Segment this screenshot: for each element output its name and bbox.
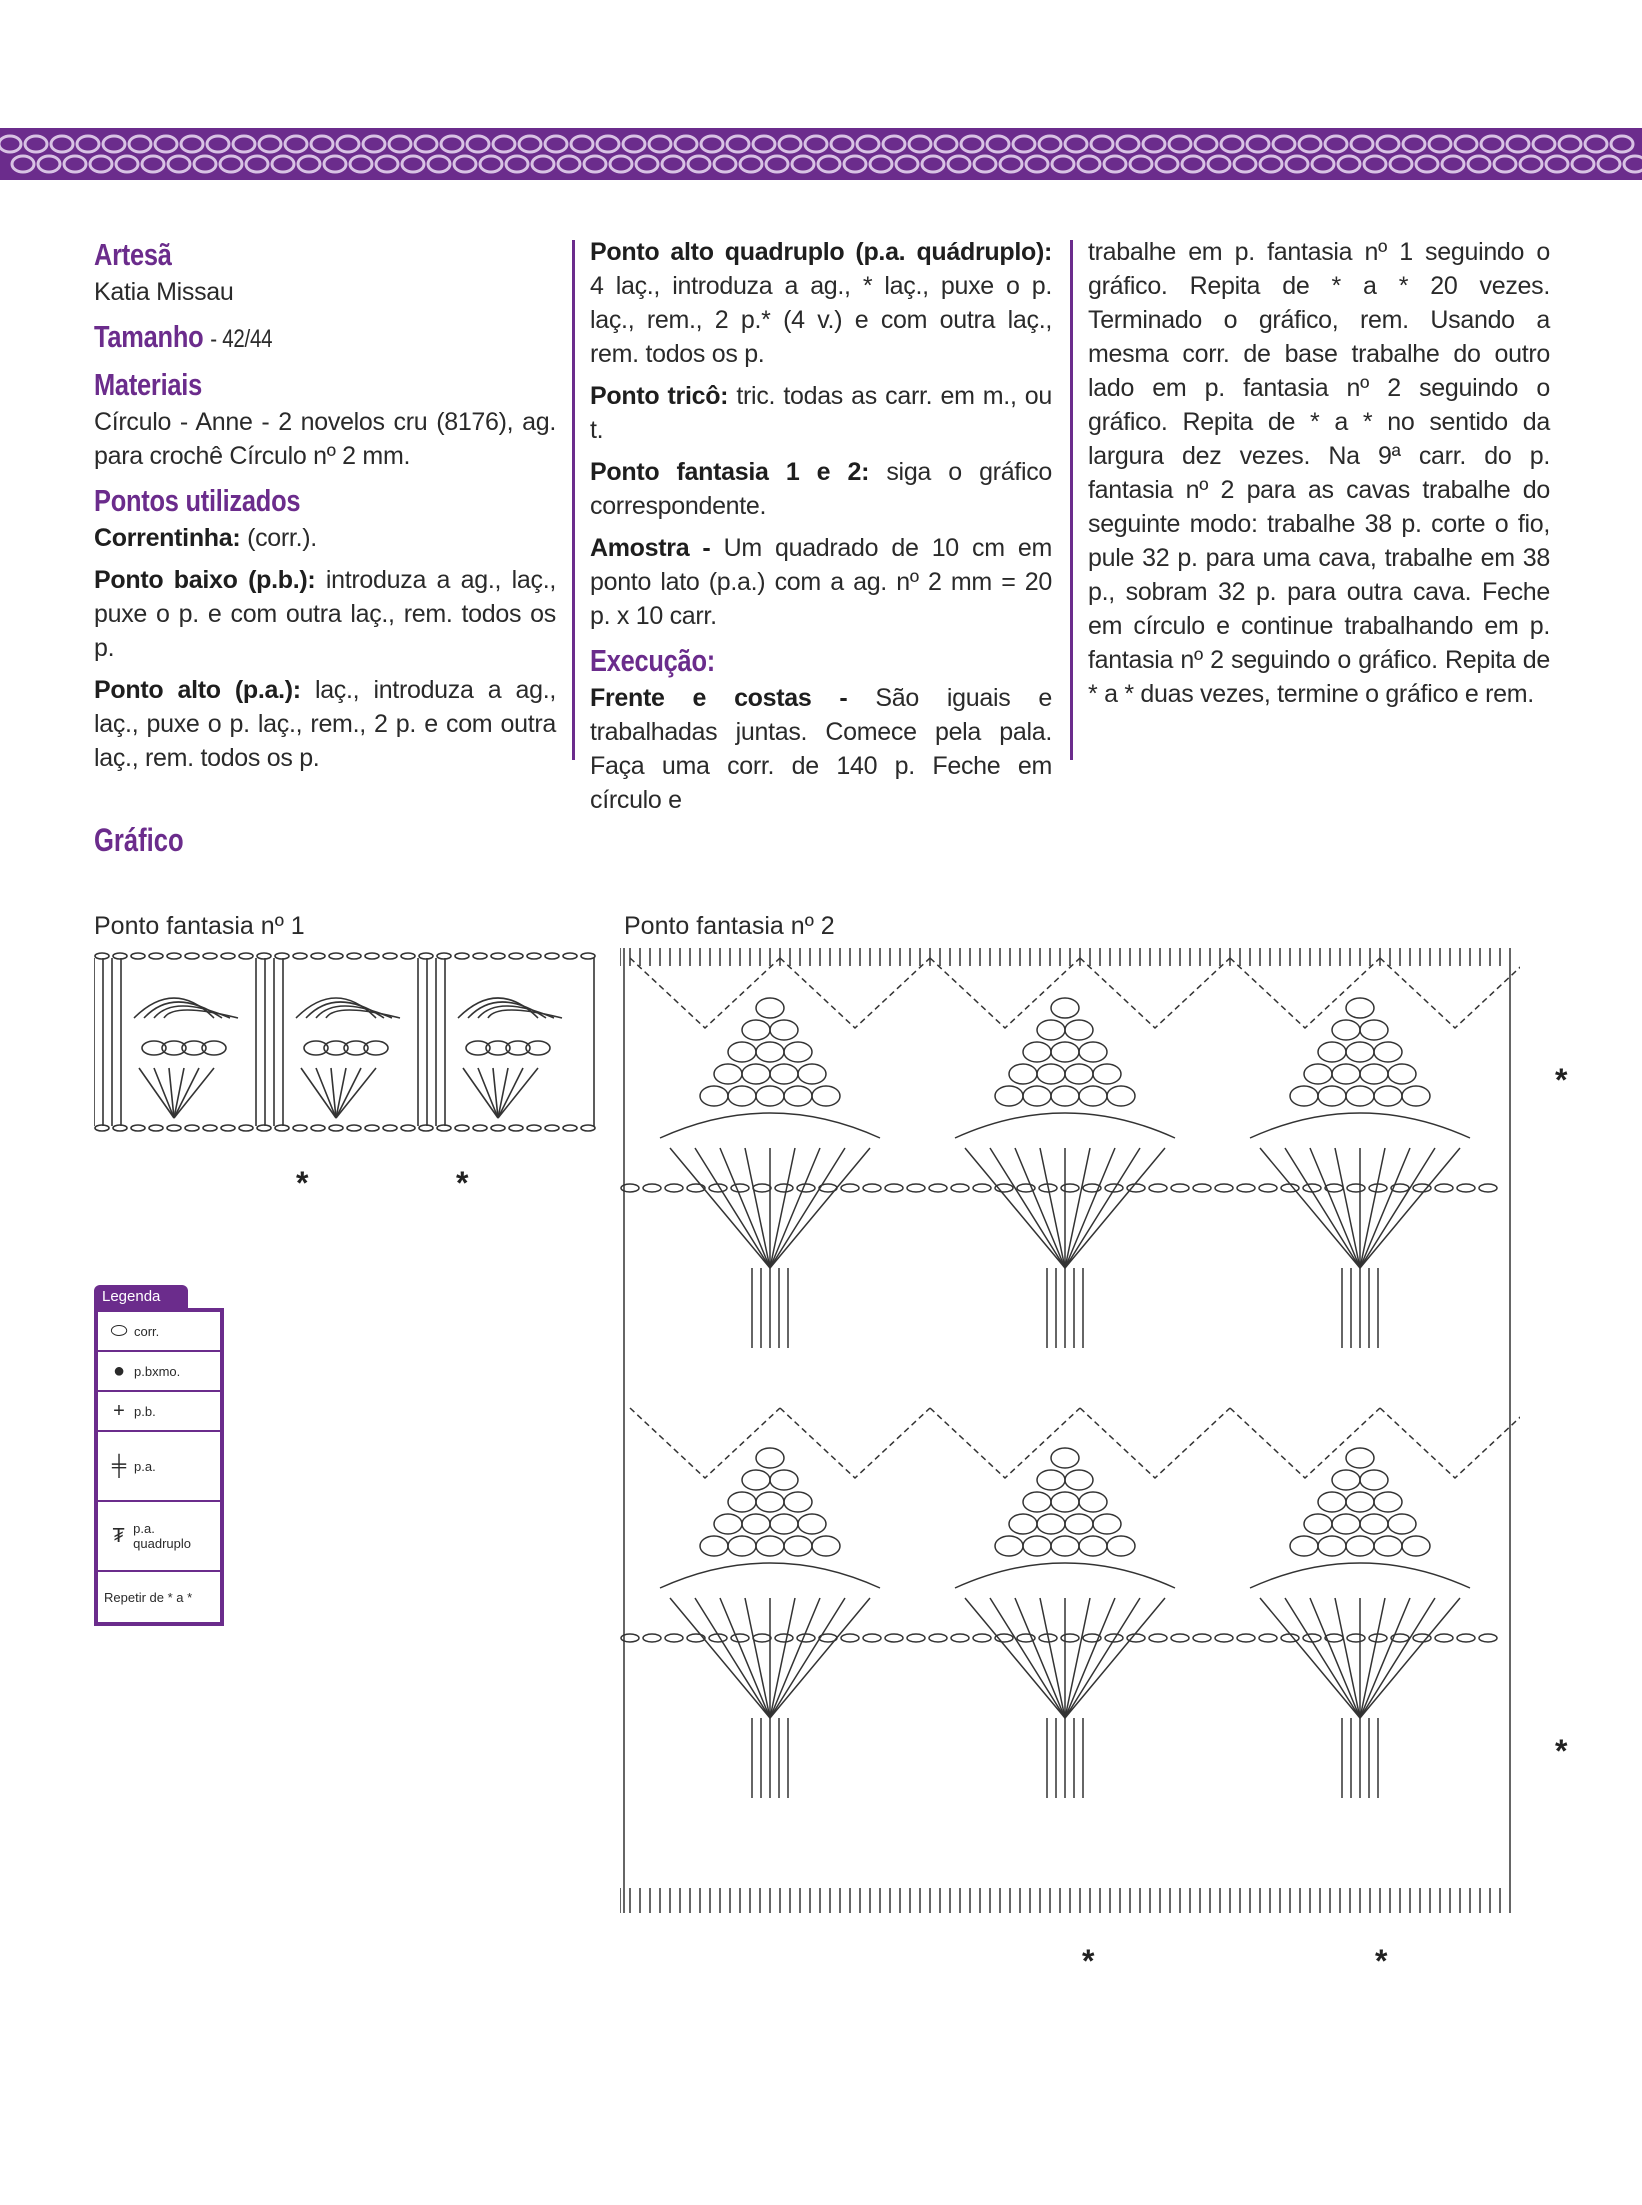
- legend-label: p.bxmo.: [134, 1363, 181, 1379]
- fantasia-label: Ponto fantasia 1 e 2:: [590, 458, 870, 486]
- grafico-heading: Gráfico: [94, 822, 184, 858]
- chart2-caption: Ponto fantasia nº 2: [624, 912, 835, 940]
- legend-item: [98, 1352, 220, 1392]
- repeat-asterisk: *: [1555, 1062, 1568, 1098]
- quad-treble-icon: ₮: [112, 1524, 125, 1547]
- repeat-asterisk: *: [296, 1165, 309, 1201]
- column-divider: [1070, 240, 1073, 760]
- amostra-label: Amostra -: [590, 534, 711, 562]
- trico-entry: [590, 379, 1052, 447]
- correntinha-label: Correntinha:: [94, 524, 241, 552]
- paq-label: Ponto alto quadruplo (p.a. quádruplo):: [590, 238, 1052, 266]
- column-2: [590, 235, 1052, 825]
- chart1-caption: Ponto fantasia nº 1: [94, 912, 305, 940]
- execucao-heading: Execução:: [590, 643, 715, 678]
- legend-item: [98, 1312, 220, 1352]
- paq-entry: [590, 235, 1052, 371]
- correntinha-text: (corr.).: [247, 524, 317, 552]
- artesa-name: Katia Missau: [94, 278, 234, 306]
- legend-label: p.b.: [134, 1403, 156, 1419]
- chart-ponto-fantasia-1: [94, 948, 600, 1138]
- double-crochet-icon: ╪: [111, 1454, 127, 1477]
- legend: [94, 1285, 224, 1626]
- legend-title: Legenda: [94, 1285, 188, 1308]
- pb-entry: [94, 563, 556, 665]
- slip-stitch-icon: ●: [112, 1359, 126, 1382]
- column-1: [94, 235, 556, 783]
- pb-text: introduza a ag., laç., puxe o p. e com outra laç., rem. todos os p.: [94, 566, 556, 662]
- chain-icon: ⬭: [110, 1319, 128, 1342]
- pa-label: Ponto alto (p.a.):: [94, 676, 301, 704]
- legend-label: corr.: [134, 1323, 160, 1339]
- frente-entry: [590, 681, 1052, 817]
- paq-text: 4 laç., introduza a ag., * laç., puxe o p. laç., rem., 2 p.* (4 v.) e com outra laç., rem. todos os p.: [590, 272, 1052, 368]
- legend-item: [98, 1392, 220, 1432]
- frente-text: São iguais e trabalhadas juntas. Comece pela pala. Faça uma corr. de 140 p. Feche em círculo e: [590, 684, 1052, 814]
- legend-item: [98, 1572, 220, 1622]
- legend-label: p.a. quadruplo: [133, 1521, 191, 1551]
- materiais-text: Círculo - Anne - 2 novelos cru (8176), ag. para crochê Círculo nº 2 mm.: [94, 408, 556, 470]
- pb-label: Ponto baixo (p.b.):: [94, 566, 316, 594]
- frente-label: Frente e costas -: [590, 684, 848, 712]
- tamanho-title: Tamanho: [94, 319, 204, 354]
- tamanho-value: - 42/44: [210, 325, 273, 353]
- trico-text: tric. todas as carr. em m., ou t.: [590, 382, 1052, 444]
- tamanho-heading: [94, 317, 473, 359]
- fantasia-text: siga o gráfico correspondente.: [590, 458, 1053, 520]
- materiais-heading: Materiais: [94, 367, 202, 402]
- instructions-continued: trabalhe em p. fantasia nº 1 seguindo o gráfico. Repita de * a * 20 vezes. Terminado o gráfico, rem. Usando a mesma corr. de base trabalhe do outro lado em p. fantasia nº 2 seguindo o gráfico. Repita de * a * no sentido da largura dez vezes. Na 9ª carr. do p. fantasia nº 2 para as cavas trabalhe do seguinte modo: trabalhe 38 p. corte o fio, pule 32 p. para uma cava, trabalhe em 38 p., sobram 32 p. para outra cava. Feche em círculo e continue trabalhando em p. fantasia nº 2 seguindo o gráfico. Repita de * a * duas vezes, termine o gráfico e rem.: [1088, 238, 1550, 708]
- repeat-asterisk: *: [1082, 1943, 1095, 1979]
- pa-text: laç., introduza a ag., laç., puxe o p. laç., rem., 2 p. e com outra laç., rem. todos os p.: [94, 676, 556, 772]
- decorative-chain-border: [0, 128, 1642, 180]
- single-crochet-icon: +: [113, 1399, 125, 1422]
- amostra-text: Um quadrado de 10 cm em ponto lato (p.a.) com a ag. nº 2 mm = 20 p. x 10 carr.: [590, 534, 1052, 630]
- repeat-asterisk: *: [1375, 1943, 1388, 1979]
- correntinha-entry: [94, 521, 556, 555]
- chart-ponto-fantasia-2: [620, 948, 1520, 1918]
- pa-entry: [94, 673, 556, 775]
- repeat-asterisk: *: [456, 1165, 469, 1201]
- legend-item: [98, 1432, 220, 1502]
- repeat-asterisk: *: [1555, 1733, 1568, 1769]
- legend-label: p.a.: [134, 1458, 156, 1474]
- pontos-heading: Pontos utilizados: [94, 483, 301, 518]
- column-3: [1088, 235, 1550, 719]
- amostra-entry: [590, 531, 1052, 633]
- trico-label: Ponto tricô:: [590, 382, 729, 410]
- legend-box: [94, 1308, 224, 1626]
- artesa-heading: Artesã: [94, 237, 172, 272]
- repeat-label: Repetir de * a *: [104, 1589, 193, 1605]
- legend-item: [98, 1502, 220, 1572]
- column-divider: [572, 240, 575, 760]
- fantasia-entry: [590, 455, 1052, 523]
